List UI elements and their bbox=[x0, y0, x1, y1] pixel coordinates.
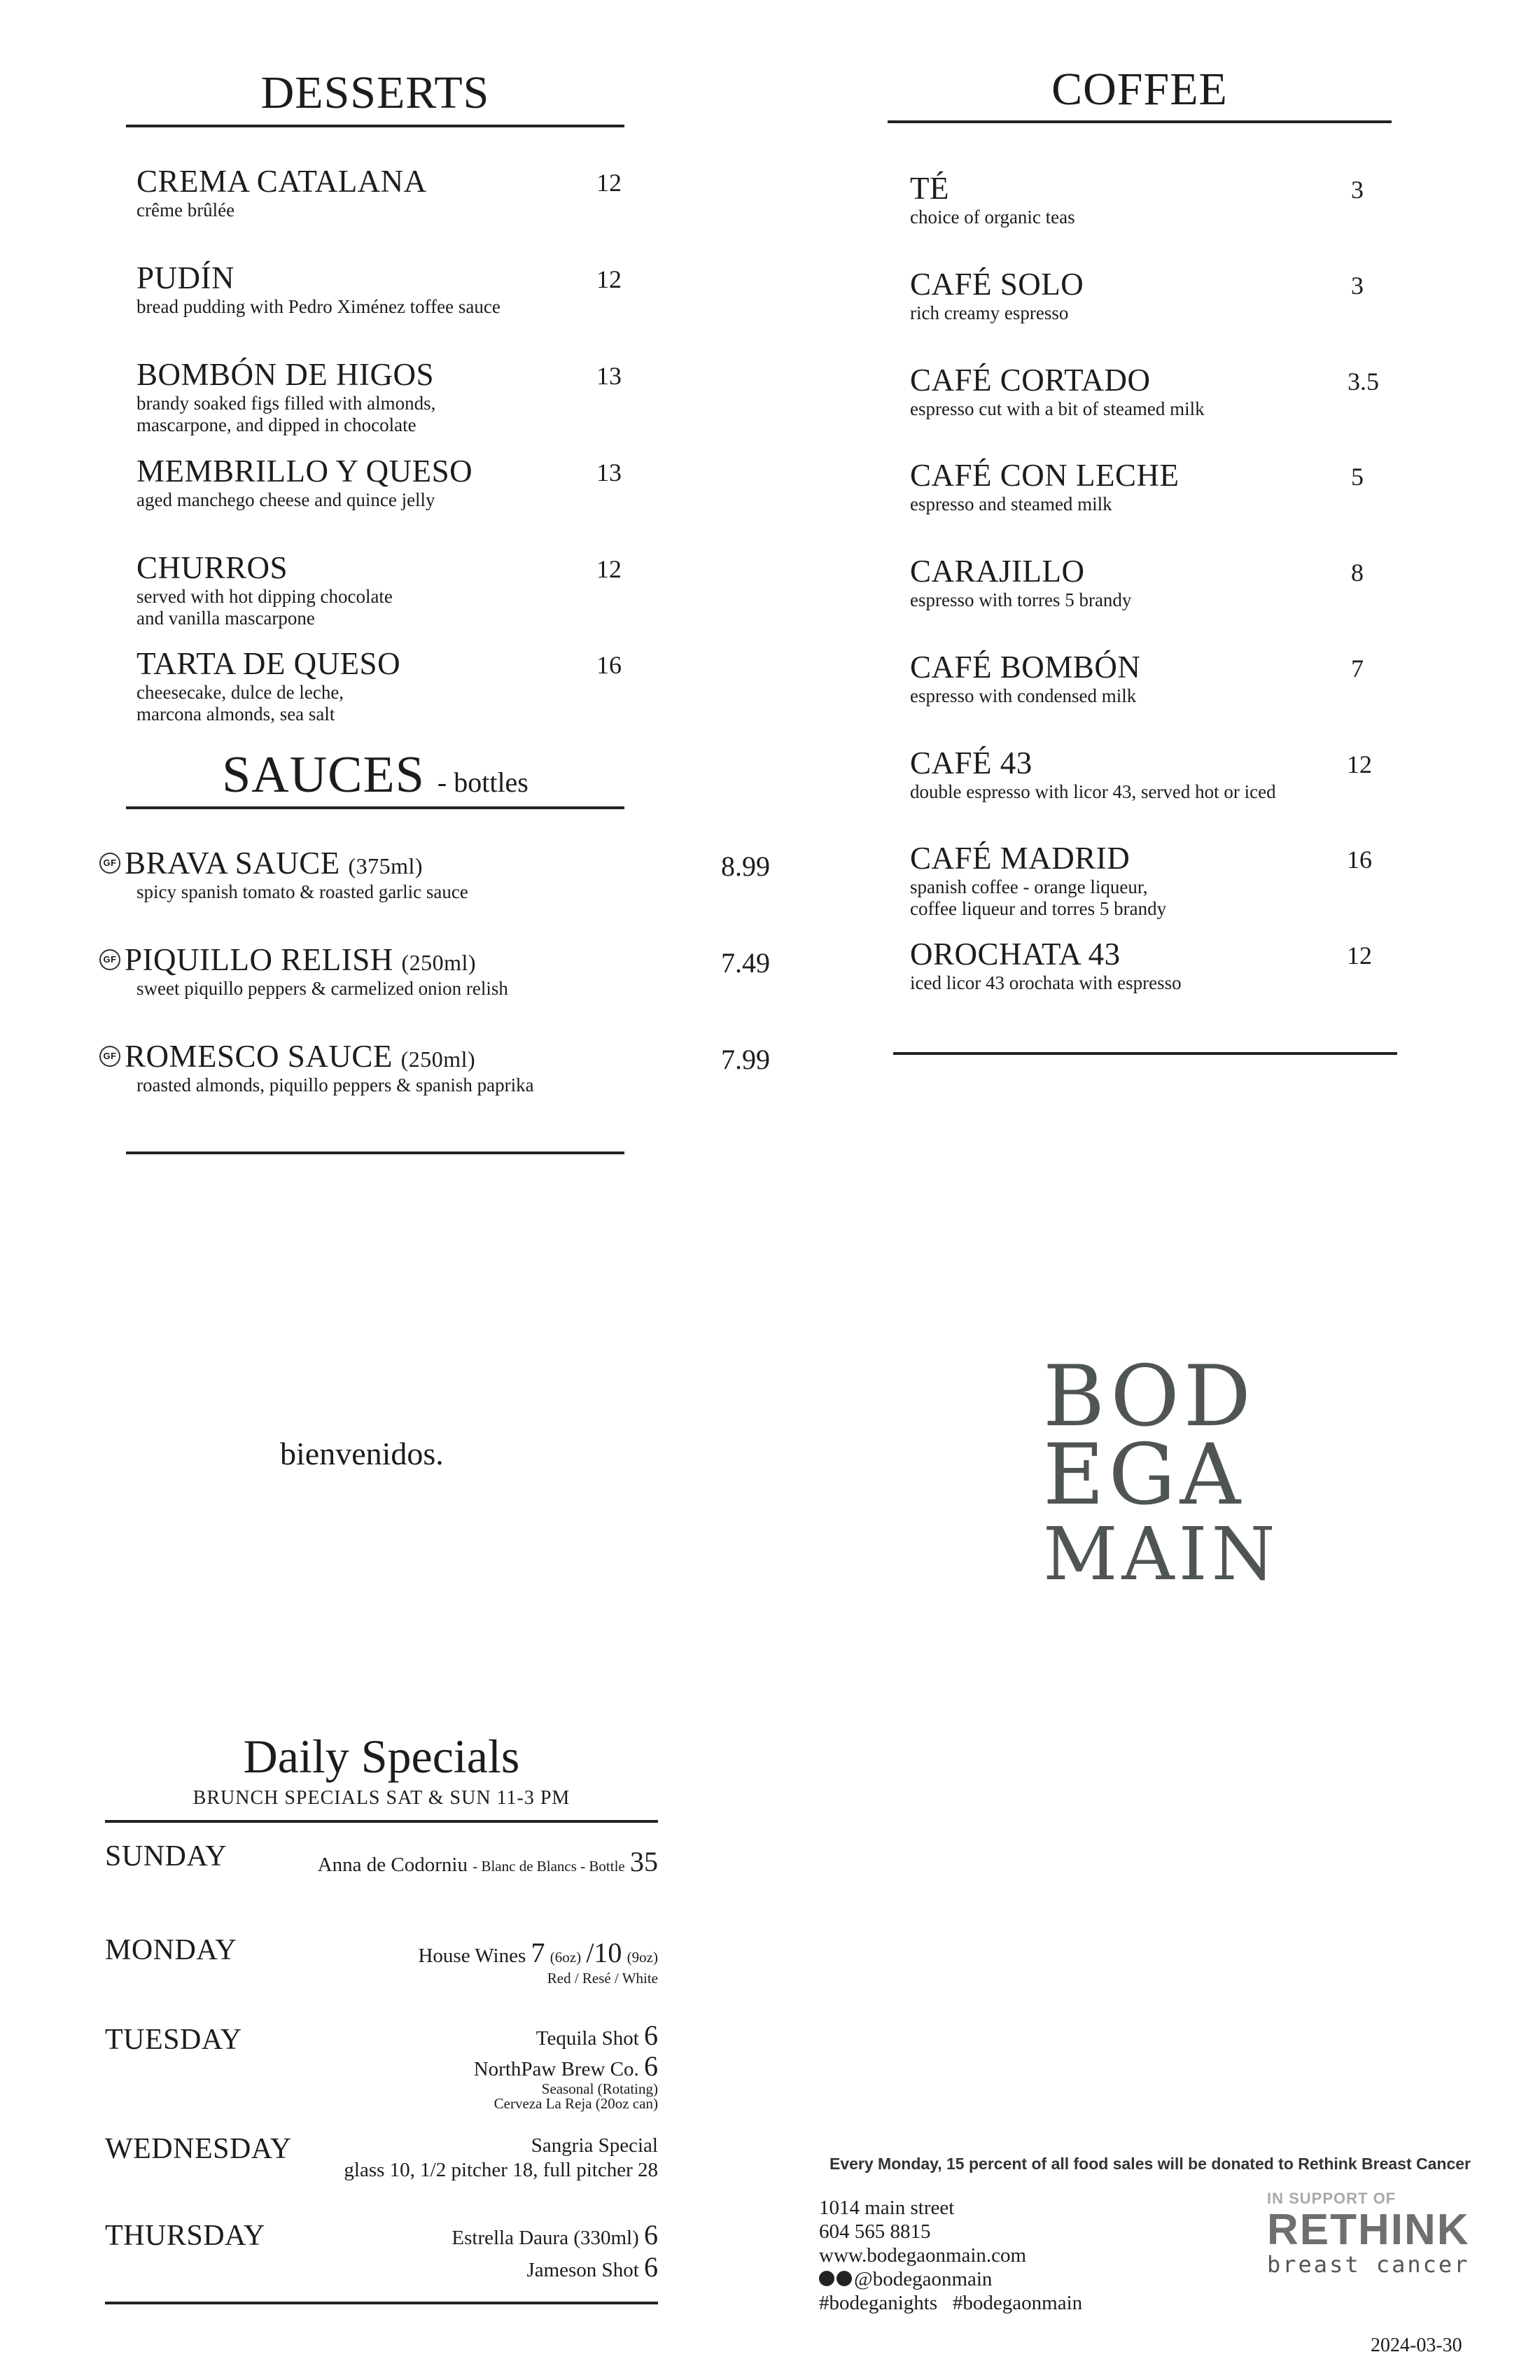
sauce-size: (250ml) bbox=[400, 1046, 476, 1072]
coffee-name: CARAJILLO bbox=[910, 554, 1085, 589]
special-price: 35 bbox=[630, 1846, 658, 1877]
coffee-item bbox=[888, 842, 1392, 920]
rethink-breast-cancer-logo bbox=[1267, 2190, 1477, 2278]
special-tuesday bbox=[105, 2019, 658, 2112]
special-text-small: - Blanc de Blancs - Bottle bbox=[472, 1858, 625, 1875]
dessert-name: CHURROS bbox=[136, 550, 288, 585]
special-note: Seasonal (Rotating) bbox=[541, 2080, 658, 2097]
coffee-item bbox=[888, 268, 1392, 324]
special-thursday bbox=[105, 2219, 658, 2282]
coffee-price: 3 bbox=[1351, 272, 1364, 300]
coffee-desc: espresso cut with a bit of steamed milk bbox=[910, 398, 1205, 420]
dessert-desc: brandy soaked figs filled with almonds, bbox=[136, 393, 436, 414]
sauce-desc: roasted almonds, piquillo peppers & spanish paprika bbox=[136, 1074, 534, 1096]
special-text: glass 10, 1/2 pitcher 18, full pitcher 28 bbox=[344, 2158, 658, 2181]
special-day: MONDAY bbox=[105, 1934, 237, 1966]
special-text: Sangria Special bbox=[531, 2134, 658, 2157]
dessert-desc: aged manchego cheese and quince jelly bbox=[136, 489, 435, 511]
special-price: 6 bbox=[644, 2050, 658, 2082]
welcome-text: bienvenidos. bbox=[280, 1436, 444, 1471]
sauce-item bbox=[99, 846, 770, 903]
coffee-price: 12 bbox=[1347, 941, 1372, 969]
coffee-price: 7 bbox=[1351, 654, 1364, 682]
website-link[interactable]: www.bodegaonmain.com bbox=[819, 2244, 1027, 2267]
special-detail bbox=[451, 2219, 658, 2283]
dessert-desc: cheesecake, dulce de leche, bbox=[136, 682, 344, 704]
coffee-title: COFFEE bbox=[1051, 64, 1228, 115]
sauce-name: PIQUILLO RELISH bbox=[125, 942, 393, 977]
dessert-price: 13 bbox=[596, 362, 622, 390]
special-monday bbox=[105, 1933, 658, 1996]
sauce-name: BRAVA SAUCE bbox=[125, 846, 340, 881]
dessert-desc: bread pudding with Pedro Ximénez toffee sauce bbox=[136, 296, 500, 318]
coffee-price: 8 bbox=[1351, 559, 1364, 587]
coffee-desc: espresso with torres 5 brandy bbox=[910, 589, 1132, 611]
coffee-desc: iced licor 43 orochata with espresso bbox=[910, 972, 1182, 994]
coffee-rule bbox=[888, 120, 1392, 123]
special-detail bbox=[418, 1936, 658, 1987]
gluten-free-icon: GF bbox=[99, 949, 120, 970]
special-day: SUNDAY bbox=[105, 1840, 227, 1872]
sauce-desc: sweet piquillo peppers & carmelized onion relish bbox=[136, 978, 508, 1000]
special-note: Red / Resé / White bbox=[547, 1970, 658, 1987]
specials-bottom-rule bbox=[105, 2302, 658, 2304]
dessert-price: 12 bbox=[596, 169, 622, 197]
donation-notice: Every Monday, 15 percent of all food sales will be donated to Rethink Breast Cancer bbox=[830, 2155, 1471, 2173]
dessert-desc: served with hot dipping chocolate bbox=[136, 586, 393, 608]
special-sunday bbox=[105, 1840, 658, 1882]
logo-line: BOD bbox=[1043, 1348, 1255, 1446]
social-handle: @bodegaonmain bbox=[854, 2268, 993, 2290]
coffee-item bbox=[888, 555, 1392, 611]
dessert-name: TARTA DE QUESO bbox=[136, 646, 401, 681]
sauce-size: (375ml) bbox=[348, 853, 424, 878]
coffee-name: CAFÉ SOLO bbox=[910, 267, 1084, 302]
sauce-name-line bbox=[99, 944, 651, 976]
sauce-name-line bbox=[99, 847, 651, 880]
dessert-item bbox=[126, 165, 624, 221]
coffee-desc: espresso with condensed milk bbox=[910, 685, 1137, 707]
sauce-price: 8.99 bbox=[721, 850, 770, 882]
special-day: WEDNESDAY bbox=[105, 2133, 292, 2165]
sauce-desc: spicy spanish tomato & roasted garlic sauce bbox=[136, 881, 468, 903]
hashtags: #bodeganights #bodegaonmain bbox=[819, 2292, 1083, 2314]
special-text: House Wines bbox=[418, 1945, 526, 1967]
coffee-desc: espresso and steamed milk bbox=[910, 493, 1112, 515]
special-detail bbox=[318, 1845, 658, 1879]
coffee-desc: double espresso with licor 43, served hot or iced bbox=[910, 781, 1276, 803]
special-day: THURSDAY bbox=[105, 2220, 265, 2252]
special-note: Cerveza La Reja (20oz can) bbox=[493, 2095, 658, 2112]
dessert-name: PUDÍN bbox=[136, 260, 235, 295]
sauces-rule bbox=[126, 806, 624, 809]
special-day: TUESDAY bbox=[105, 2024, 242, 2056]
coffee-price: 16 bbox=[1347, 846, 1372, 874]
coffee-price: 3 bbox=[1351, 176, 1364, 204]
special-text: Jameson Shot bbox=[526, 2259, 639, 2281]
dessert-price: 13 bbox=[596, 458, 622, 486]
support-label: IN SUPPORT OF bbox=[1267, 2190, 1396, 2207]
rethink-subtitle: breast cancer bbox=[1267, 2251, 1470, 2278]
special-size: (9oz) bbox=[626, 1949, 658, 1966]
sauce-item bbox=[99, 942, 770, 1000]
bodega-main-logo bbox=[1043, 1348, 1280, 1597]
dessert-price: 16 bbox=[596, 651, 622, 679]
coffee-item bbox=[888, 459, 1392, 515]
sauce-price: 7.99 bbox=[721, 1044, 770, 1075]
sauces-heading bbox=[126, 746, 624, 805]
gluten-free-icon: GF bbox=[99, 853, 120, 874]
menu-date: 2024-03-30 bbox=[1371, 2334, 1462, 2356]
coffee-bottom-rule bbox=[893, 1052, 1397, 1055]
coffee-name: CAFÉ CORTADO bbox=[910, 363, 1151, 398]
coffee-name: CAFÉ MADRID bbox=[910, 841, 1130, 876]
rethink-wordmark: RETHINK bbox=[1267, 2206, 1470, 2254]
dessert-name: BOMBÓN DE HIGOS bbox=[136, 357, 435, 392]
phone: 604 565 8815 bbox=[819, 2220, 931, 2243]
gluten-free-icon: GF bbox=[99, 1046, 120, 1067]
coffee-item bbox=[888, 172, 1392, 228]
dessert-name: CREMA CATALANA bbox=[136, 164, 427, 199]
special-detail bbox=[474, 2020, 658, 2111]
coffee-desc: choice of organic teas bbox=[910, 206, 1075, 228]
logo-line: MAIN bbox=[1043, 1511, 1280, 1597]
coffee-item bbox=[888, 651, 1392, 707]
sauce-size: (250ml) bbox=[401, 950, 477, 975]
address: 1014 main street bbox=[819, 2197, 955, 2219]
dessert-item bbox=[126, 648, 624, 725]
specials-rule bbox=[105, 1820, 658, 1823]
contact-info bbox=[819, 2196, 1082, 2315]
dessert-price: 12 bbox=[596, 555, 622, 583]
dessert-desc-line2: and vanilla mascarpone bbox=[136, 608, 315, 629]
coffee-item bbox=[888, 747, 1392, 803]
dessert-price: 12 bbox=[596, 265, 622, 293]
dessert-item bbox=[126, 455, 624, 511]
desserts-rule bbox=[126, 125, 624, 127]
sauces-title: SAUCES bbox=[222, 746, 425, 804]
coffee-desc: spanish coffee - orange liqueur, bbox=[910, 876, 1148, 898]
sauce-price: 7.49 bbox=[721, 947, 770, 979]
specials-subtitle: BRUNCH SPECIALS SAT & SUN 11-3 PM bbox=[192, 1787, 570, 1809]
special-detail bbox=[344, 2134, 658, 2183]
dessert-item bbox=[126, 358, 624, 436]
dessert-item bbox=[126, 262, 624, 318]
dessert-name: MEMBRILLO Y QUESO bbox=[136, 454, 473, 489]
coffee-price: 3.5 bbox=[1348, 368, 1379, 396]
special-price: /10 bbox=[586, 1937, 622, 1968]
sauce-name-line bbox=[99, 1040, 651, 1073]
coffee-item bbox=[888, 364, 1392, 420]
coffee-name: CAFÉ BOMBÓN bbox=[910, 650, 1141, 685]
special-size: (6oz) bbox=[550, 1949, 582, 1966]
special-text: Estrella Daura (330ml) bbox=[451, 2227, 639, 2249]
special-text: Anna de Codorniu bbox=[317, 1854, 468, 1876]
dessert-desc-line2: marcona almonds, sea salt bbox=[136, 704, 335, 725]
dessert-desc-line2: mascarpone, and dipped in chocolate bbox=[136, 414, 416, 436]
coffee-price: 5 bbox=[1351, 463, 1364, 491]
special-text: NorthPaw Brew Co. bbox=[473, 2058, 639, 2080]
special-price: 7 bbox=[531, 1937, 545, 1968]
sauces-bottom-rule bbox=[126, 1152, 624, 1154]
desserts-title: DESSERTS bbox=[260, 67, 490, 118]
instagram-icon bbox=[819, 2271, 834, 2286]
coffee-item bbox=[888, 938, 1392, 994]
coffee-name: CAFÉ CON LECHE bbox=[910, 458, 1180, 493]
special-price: 6 bbox=[644, 2019, 658, 2051]
coffee-price: 12 bbox=[1347, 750, 1372, 778]
coffee-name: OROCHATA 43 bbox=[910, 937, 1121, 972]
special-wednesday bbox=[105, 2132, 658, 2188]
social-line bbox=[819, 2267, 1082, 2291]
daily-specials-section bbox=[105, 1729, 658, 2283]
coffee-desc: rich creamy espresso bbox=[910, 302, 1069, 324]
coffee-desc-line2: coffee liqueur and torres 5 brandy bbox=[910, 898, 1167, 920]
coffee-name: TÉ bbox=[910, 171, 949, 206]
coffee-name: CAFÉ 43 bbox=[910, 746, 1032, 780]
dessert-desc: crême brûlée bbox=[136, 200, 235, 221]
sauce-name: ROMESCO SAUCE bbox=[125, 1039, 393, 1074]
special-text: Tequila Shot bbox=[536, 2027, 639, 2050]
sauce-item bbox=[99, 1039, 770, 1096]
dessert-item bbox=[126, 552, 624, 629]
specials-title: Daily Specials bbox=[243, 1730, 520, 1783]
special-price: 6 bbox=[644, 2251, 658, 2283]
logo-line: EGA bbox=[1043, 1427, 1245, 1524]
twitter-icon bbox=[836, 2271, 852, 2286]
sauces-subtitle: - bottles bbox=[437, 766, 528, 798]
special-price: 6 bbox=[644, 2219, 658, 2250]
